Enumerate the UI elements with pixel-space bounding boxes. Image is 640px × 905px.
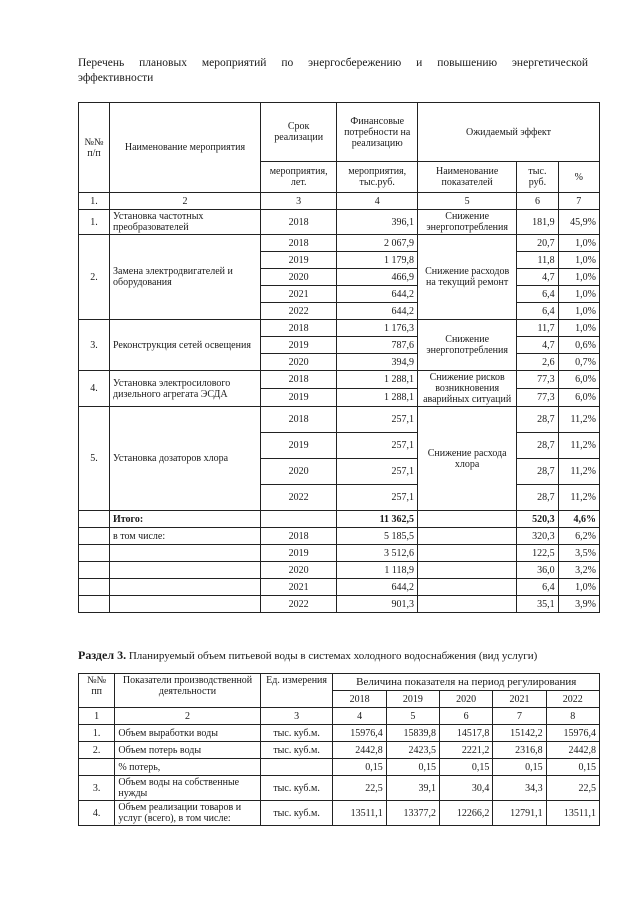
- total-fin: 11 362,5: [337, 511, 418, 528]
- t2-colnum: 8: [546, 708, 599, 725]
- including-blank: [418, 545, 517, 562]
- total-pct: 4,6%: [558, 511, 599, 528]
- including-fin: 901,3: [337, 596, 418, 613]
- measure-fin: 1 176,3: [337, 320, 418, 337]
- measure-fin: 257,1: [337, 433, 418, 459]
- measure-pct: 6,0%: [558, 389, 599, 407]
- measure-thous: 28,7: [517, 433, 558, 459]
- measure-thous: 6,4: [517, 286, 558, 303]
- including-row: [79, 562, 600, 579]
- t2-value: 2442,8: [546, 742, 599, 759]
- measure-fin: 787,6: [337, 337, 418, 354]
- total-blank: [79, 511, 110, 528]
- t2-name: Объем потерь воды: [115, 742, 260, 759]
- measure-year: 2019: [260, 337, 336, 354]
- intro-word: энергосбережению: [308, 57, 402, 69]
- total-label: Итого:: [110, 511, 261, 528]
- table-row: [79, 235, 600, 252]
- including-blank: [79, 528, 110, 545]
- including-row: [79, 596, 600, 613]
- including-year: 2022: [260, 596, 336, 613]
- t2-num: 1.: [79, 725, 115, 742]
- t2-value: 2442,8: [333, 742, 386, 759]
- measure-num: 3.: [79, 320, 110, 371]
- t2-year: 2021: [493, 691, 546, 708]
- t2-row: [79, 725, 600, 742]
- measure-year: 2022: [260, 303, 336, 320]
- colnum: 1.: [79, 193, 110, 210]
- measure-pct: 1,0%: [558, 252, 599, 269]
- measure-fin: 257,1: [337, 407, 418, 433]
- including-row: [79, 579, 600, 596]
- measure-pct: 1,0%: [558, 320, 599, 337]
- including-year: 2020: [260, 562, 336, 579]
- measure-thous: 2,6: [517, 354, 558, 371]
- measure-fin: 396,1: [337, 210, 418, 235]
- header-pct: %: [558, 162, 599, 193]
- t2-value: 15976,4: [333, 725, 386, 742]
- water-volume-table: [78, 673, 600, 826]
- measure-num: 1.: [79, 210, 110, 235]
- t2-value: 12791,1: [493, 801, 546, 826]
- measure-year: 2018: [260, 407, 336, 433]
- header-num: №№ п/п: [79, 103, 110, 193]
- t2-header-period: Величина показателя на период регулирования: [333, 674, 600, 691]
- water-volume-body: [79, 725, 600, 826]
- t2-value: 22,5: [546, 776, 599, 801]
- including-pct: 1,0%: [558, 579, 599, 596]
- measure-fin: 257,1: [337, 459, 418, 485]
- t2-value: 0,15: [333, 759, 386, 776]
- section-3-heading: [78, 648, 608, 663]
- measure-fin: 644,2: [337, 303, 418, 320]
- measure-pct: 11,2%: [558, 459, 599, 485]
- t2-value: 0,15: [546, 759, 599, 776]
- t2-name: Объем реализации товаров и услуг (всего), в том числе:: [115, 801, 260, 826]
- measure-thous: 181,9: [517, 210, 558, 235]
- measure-year: 2018: [260, 371, 336, 389]
- measure-pct: 1,0%: [558, 303, 599, 320]
- including-year: 2018: [260, 528, 336, 545]
- measure-indicator: Снижение расхода хлора: [418, 407, 517, 511]
- intro-word: и: [416, 57, 423, 69]
- including-year: 2019: [260, 545, 336, 562]
- including-blank: [418, 528, 517, 545]
- t2-value: 12266,2: [440, 801, 493, 826]
- measure-indicator: Снижение рисков возникновения аварийных ситуаций: [418, 371, 517, 407]
- t2-num: 3.: [79, 776, 115, 801]
- t2-colnum: 3: [260, 708, 333, 725]
- t2-value: 14517,8: [440, 725, 493, 742]
- t2-row: [79, 759, 600, 776]
- measure-pct: 1,0%: [558, 269, 599, 286]
- intro-word: по: [281, 57, 294, 69]
- t2-row: [79, 776, 600, 801]
- measure-name: Замена электродвигателей и оборудования: [110, 235, 261, 320]
- measures-table: [78, 102, 600, 613]
- including-label: [110, 545, 261, 562]
- including-fin: 1 118,9: [337, 562, 418, 579]
- including-fin: 5 185,5: [337, 528, 418, 545]
- t2-num: [79, 759, 115, 776]
- t2-value: 0,15: [386, 759, 439, 776]
- total-blank: [418, 511, 517, 528]
- t2-header-indicator: Показатели производственной деятельности: [115, 674, 260, 708]
- header-fin: Финансовые потребности на реализацию: [337, 103, 418, 162]
- including-pct: 6,2%: [558, 528, 599, 545]
- including-label: [110, 562, 261, 579]
- t2-value: 0,15: [440, 759, 493, 776]
- t2-num: 4.: [79, 801, 115, 826]
- measure-fin: 1 288,1: [337, 371, 418, 389]
- header-fin-sub: мероприятия, тыс.руб.: [337, 162, 418, 193]
- t2-unit: тыс. куб.м.: [260, 801, 333, 826]
- measure-thous: 77,3: [517, 389, 558, 407]
- measure-year: 2021: [260, 286, 336, 303]
- measure-pct: 45,9%: [558, 210, 599, 235]
- t2-unit: тыс. куб.м.: [260, 725, 333, 742]
- header-name: Наименование мероприятия: [110, 103, 261, 193]
- measure-num: 2.: [79, 235, 110, 320]
- measure-pct: 0,7%: [558, 354, 599, 371]
- t2-unit: [260, 759, 333, 776]
- measure-thous: 4,7: [517, 337, 558, 354]
- including-blank: [418, 562, 517, 579]
- including-pct: 3,9%: [558, 596, 599, 613]
- measure-year: 2019: [260, 433, 336, 459]
- including-row: [79, 528, 600, 545]
- intro-word: энергетической: [512, 57, 588, 69]
- measure-thous: 4,7: [517, 269, 558, 286]
- measure-thous: 28,7: [517, 459, 558, 485]
- section-number: Раздел 3.: [78, 648, 127, 662]
- t2-value: 39,1: [386, 776, 439, 801]
- t2-header-unit: Ед. измерения: [260, 674, 333, 708]
- t2-colnum: 5: [386, 708, 439, 725]
- including-blank: [79, 579, 110, 596]
- including-blank: [79, 545, 110, 562]
- including-thous: 35,1: [517, 596, 558, 613]
- including-thous: 320,3: [517, 528, 558, 545]
- t2-colnum: 2: [115, 708, 260, 725]
- intro-line-2: эффективности: [78, 72, 154, 84]
- t2-year: 2020: [440, 691, 493, 708]
- header-thous: тыс. руб.: [517, 162, 558, 193]
- intro-word: Перечень: [78, 57, 125, 69]
- measure-name: Реконструкция сетей освещения: [110, 320, 261, 371]
- intro-word: плановых: [139, 57, 187, 69]
- measure-thous: 28,7: [517, 485, 558, 511]
- t2-row: [79, 742, 600, 759]
- measure-pct: 1,0%: [558, 286, 599, 303]
- t2-colnum: 6: [440, 708, 493, 725]
- measure-fin: 644,2: [337, 286, 418, 303]
- colnum: 3: [260, 193, 336, 210]
- intro-word: мероприятий: [201, 57, 267, 69]
- including-pct: 3,2%: [558, 562, 599, 579]
- intro-heading: [78, 56, 588, 86]
- t2-year: 2018: [333, 691, 386, 708]
- measure-year: 2020: [260, 354, 336, 371]
- including-label: в том числе:: [110, 528, 261, 545]
- measure-indicator: Снижение энергопотребления: [418, 210, 517, 235]
- including-row: [79, 545, 600, 562]
- measure-pct: 11,2%: [558, 485, 599, 511]
- t2-colnum: 1: [79, 708, 115, 725]
- measure-thous: 77,3: [517, 371, 558, 389]
- measure-pct: 0,6%: [558, 337, 599, 354]
- t2-value: 2316,8: [493, 742, 546, 759]
- t2-name: % потерь,: [115, 759, 260, 776]
- colnum: 2: [110, 193, 261, 210]
- including-blank: [418, 579, 517, 596]
- measure-year: 2018: [260, 210, 336, 235]
- measure-pct: 11,2%: [558, 433, 599, 459]
- measure-year: 2018: [260, 235, 336, 252]
- measure-fin: 1 179,8: [337, 252, 418, 269]
- section-title: Планируемый объем питьевой воды в системах холодного водоснабжения (вид услуги): [128, 650, 538, 662]
- measure-name: Установка электросилового дизельного агрегата ЭСДА: [110, 371, 261, 407]
- header-term: Срок реализации: [260, 103, 336, 162]
- t2-num: 2.: [79, 742, 115, 759]
- header-effect: Ожидаемый эффект: [418, 103, 600, 162]
- t2-value: 13377,2: [386, 801, 439, 826]
- t2-value: 2423,5: [386, 742, 439, 759]
- measure-indicator: Снижение энергопотребления: [418, 320, 517, 371]
- measure-thous: 11,7: [517, 320, 558, 337]
- measure-thous: 11,8: [517, 252, 558, 269]
- measure-year: 2019: [260, 389, 336, 407]
- t2-value: 15142,2: [493, 725, 546, 742]
- t2-value: 30,4: [440, 776, 493, 801]
- table-row: [79, 210, 600, 235]
- t2-value: 15839,8: [386, 725, 439, 742]
- including-year: 2021: [260, 579, 336, 596]
- measure-fin: 2 067,9: [337, 235, 418, 252]
- measure-num: 5.: [79, 407, 110, 511]
- t2-year: 2022: [546, 691, 599, 708]
- t2-value: 2221,2: [440, 742, 493, 759]
- measures-body: [79, 210, 600, 613]
- measure-name: Установка дозаторов хлора: [110, 407, 261, 511]
- t2-value: 0,15: [493, 759, 546, 776]
- including-blank: [79, 596, 110, 613]
- including-blank: [418, 596, 517, 613]
- total-thous: 520,3: [517, 511, 558, 528]
- colnum: 5: [418, 193, 517, 210]
- t2-value: 13511,1: [546, 801, 599, 826]
- including-thous: 36,0: [517, 562, 558, 579]
- total-row: [79, 511, 600, 528]
- including-fin: 644,2: [337, 579, 418, 596]
- measure-fin: 257,1: [337, 485, 418, 511]
- including-label: [110, 596, 261, 613]
- measure-num: 4.: [79, 371, 110, 407]
- measure-year: 2020: [260, 459, 336, 485]
- measure-thous: 20,7: [517, 235, 558, 252]
- measure-fin: 1 288,1: [337, 389, 418, 407]
- measure-pct: 6,0%: [558, 371, 599, 389]
- measure-indicator: Снижение расходов на текущий ремонт: [418, 235, 517, 320]
- measure-thous: 6,4: [517, 303, 558, 320]
- measure-fin: 394,9: [337, 354, 418, 371]
- measure-pct: 11,2%: [558, 407, 599, 433]
- t2-name: Объем выработки воды: [115, 725, 260, 742]
- t2-value: 13511,1: [333, 801, 386, 826]
- table-row: [79, 371, 600, 389]
- t2-year: 2019: [386, 691, 439, 708]
- colnum: 7: [558, 193, 599, 210]
- measure-pct: 1,0%: [558, 235, 599, 252]
- t2-name: Объем воды на собственные нужды: [115, 776, 260, 801]
- t2-colnum: 7: [493, 708, 546, 725]
- table-row: [79, 407, 600, 433]
- t2-value: 34,3: [493, 776, 546, 801]
- t2-value: 22,5: [333, 776, 386, 801]
- total-blank: [260, 511, 336, 528]
- t2-value: 15976,4: [546, 725, 599, 742]
- t2-unit: тыс. куб.м.: [260, 776, 333, 801]
- including-thous: 122,5: [517, 545, 558, 562]
- including-pct: 3,5%: [558, 545, 599, 562]
- header-term-sub: мероприятия, лет.: [260, 162, 336, 193]
- measure-thous: 28,7: [517, 407, 558, 433]
- including-thous: 6,4: [517, 579, 558, 596]
- including-blank: [79, 562, 110, 579]
- measure-year: 2018: [260, 320, 336, 337]
- header-indicator: Наименование показателей: [418, 162, 517, 193]
- intro-line-1: [78, 56, 588, 71]
- measure-name: Установка частотных преобразователей: [110, 210, 261, 235]
- table-row: [79, 320, 600, 337]
- t2-unit: тыс. куб.м.: [260, 742, 333, 759]
- colnum: 4: [337, 193, 418, 210]
- intro-word: повышению: [437, 57, 498, 69]
- measure-year: 2022: [260, 485, 336, 511]
- t2-header-num: №№ пп: [79, 674, 115, 708]
- including-fin: 3 512,6: [337, 545, 418, 562]
- t2-row: [79, 801, 600, 826]
- measure-year: 2019: [260, 252, 336, 269]
- including-label: [110, 579, 261, 596]
- colnum: 6: [517, 193, 558, 210]
- measure-fin: 466,9: [337, 269, 418, 286]
- measure-year: 2020: [260, 269, 336, 286]
- t2-colnum: 4: [333, 708, 386, 725]
